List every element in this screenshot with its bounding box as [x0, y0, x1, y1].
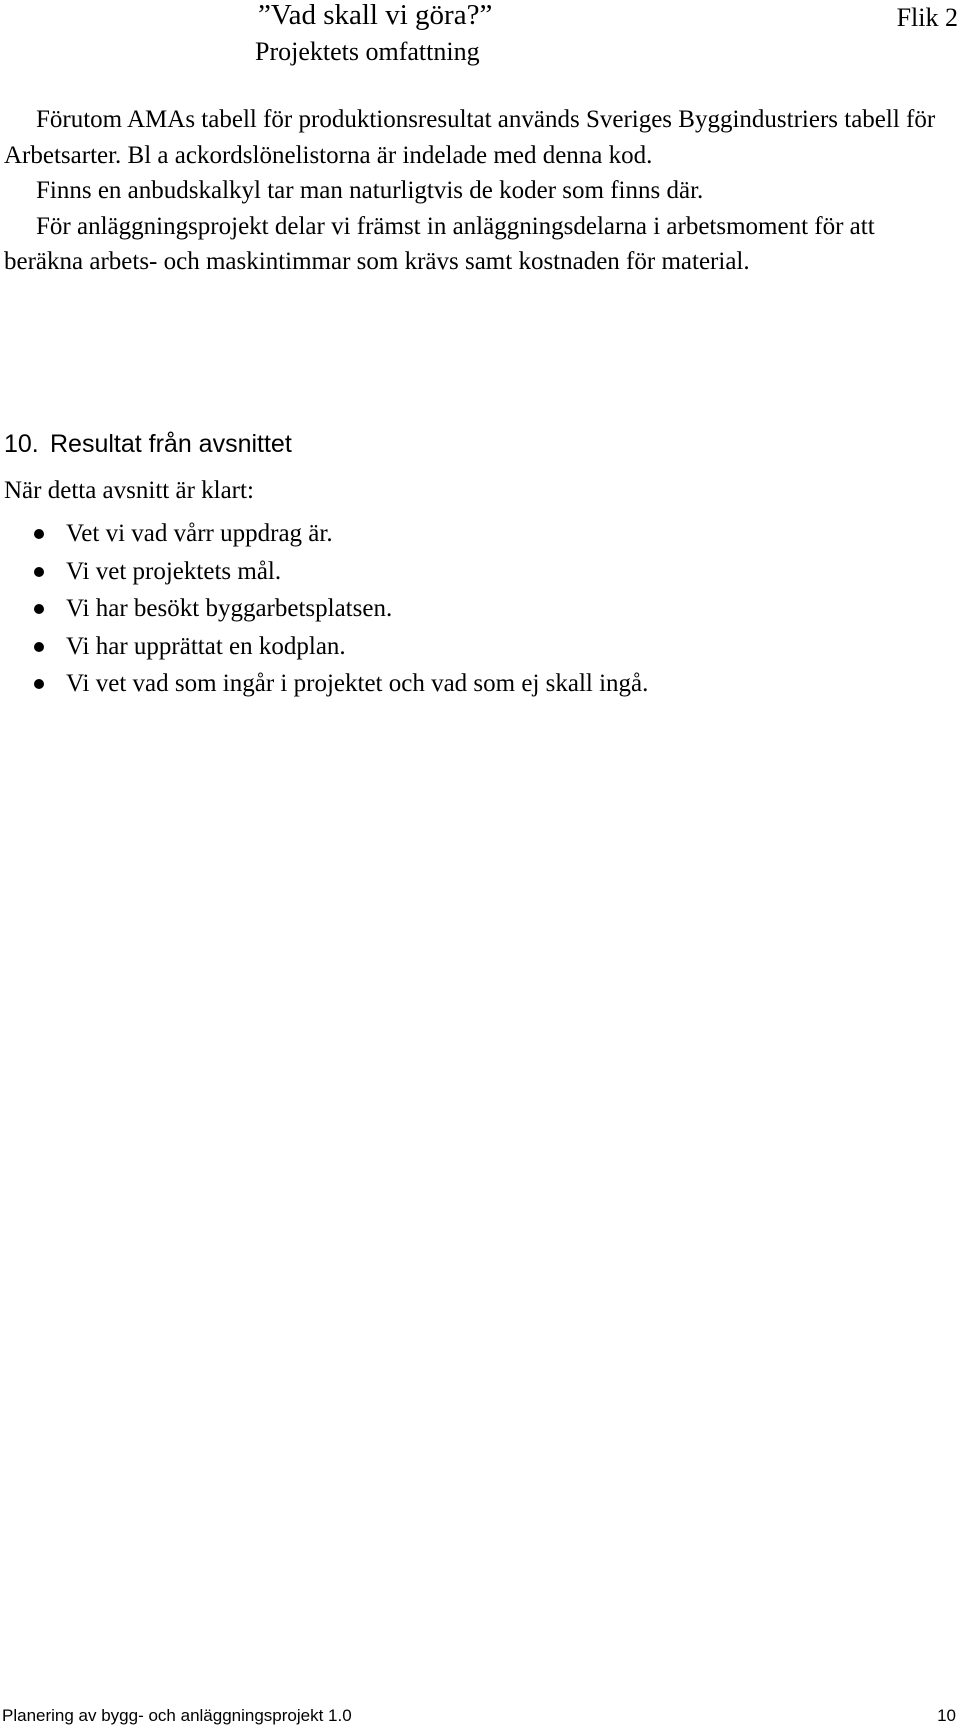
list-item-text: Vi vet projektets mål. — [66, 557, 282, 585]
section-intro: När detta avsnitt är klart: — [4, 477, 254, 504]
bullet-icon — [34, 567, 44, 577]
section-title: Resultat från avsnittet — [50, 430, 292, 458]
bullet-icon — [34, 604, 44, 614]
bullet-icon — [34, 642, 44, 652]
list-item-text: Vi har upprättat en kodplan. — [66, 632, 346, 660]
footer-document-title: Planering av bygg- och anläggningsprojekt 1.0 — [2, 1706, 352, 1725]
list-item-text: Vi vet vad som ingår i projektet och vad som ej skall ingå. — [66, 670, 649, 697]
paragraph-1: Förutom AMAs tabell för produktionsresultat används Sveriges Byggindustriers tabell för Arbetsarter. Bl a ackordslönelistorna är indelade med denna kod. — [4, 106, 936, 169]
page-number: 10 — [937, 1706, 956, 1725]
bullet-icon — [34, 679, 44, 689]
section-heading — [4, 427, 292, 461]
body-text — [4, 102, 944, 280]
tab-label: Flik 2 — [896, 3, 958, 32]
bullet-icon — [34, 529, 44, 539]
list-item-text: Vi har besökt byggarbetsplatsen. — [66, 595, 393, 622]
section-number: 10. — [4, 430, 39, 458]
page-title: ”Vad skall vi göra?” — [258, 0, 493, 31]
paragraph-3: För anläggningsprojekt delar vi främst in anläggningsdelarna i arbetsmoment för att beräkna arbets- och maskintimmar som krävs samt kostnaden för material. — [4, 212, 875, 275]
paragraph-2: Finns en anbudskalkyl tar man naturligtvis de koder som finns där. — [36, 177, 704, 204]
page-subtitle: Projektets omfattning — [255, 37, 480, 66]
list-item-text: Vet vi vad vårr uppdrag är. — [66, 520, 333, 547]
